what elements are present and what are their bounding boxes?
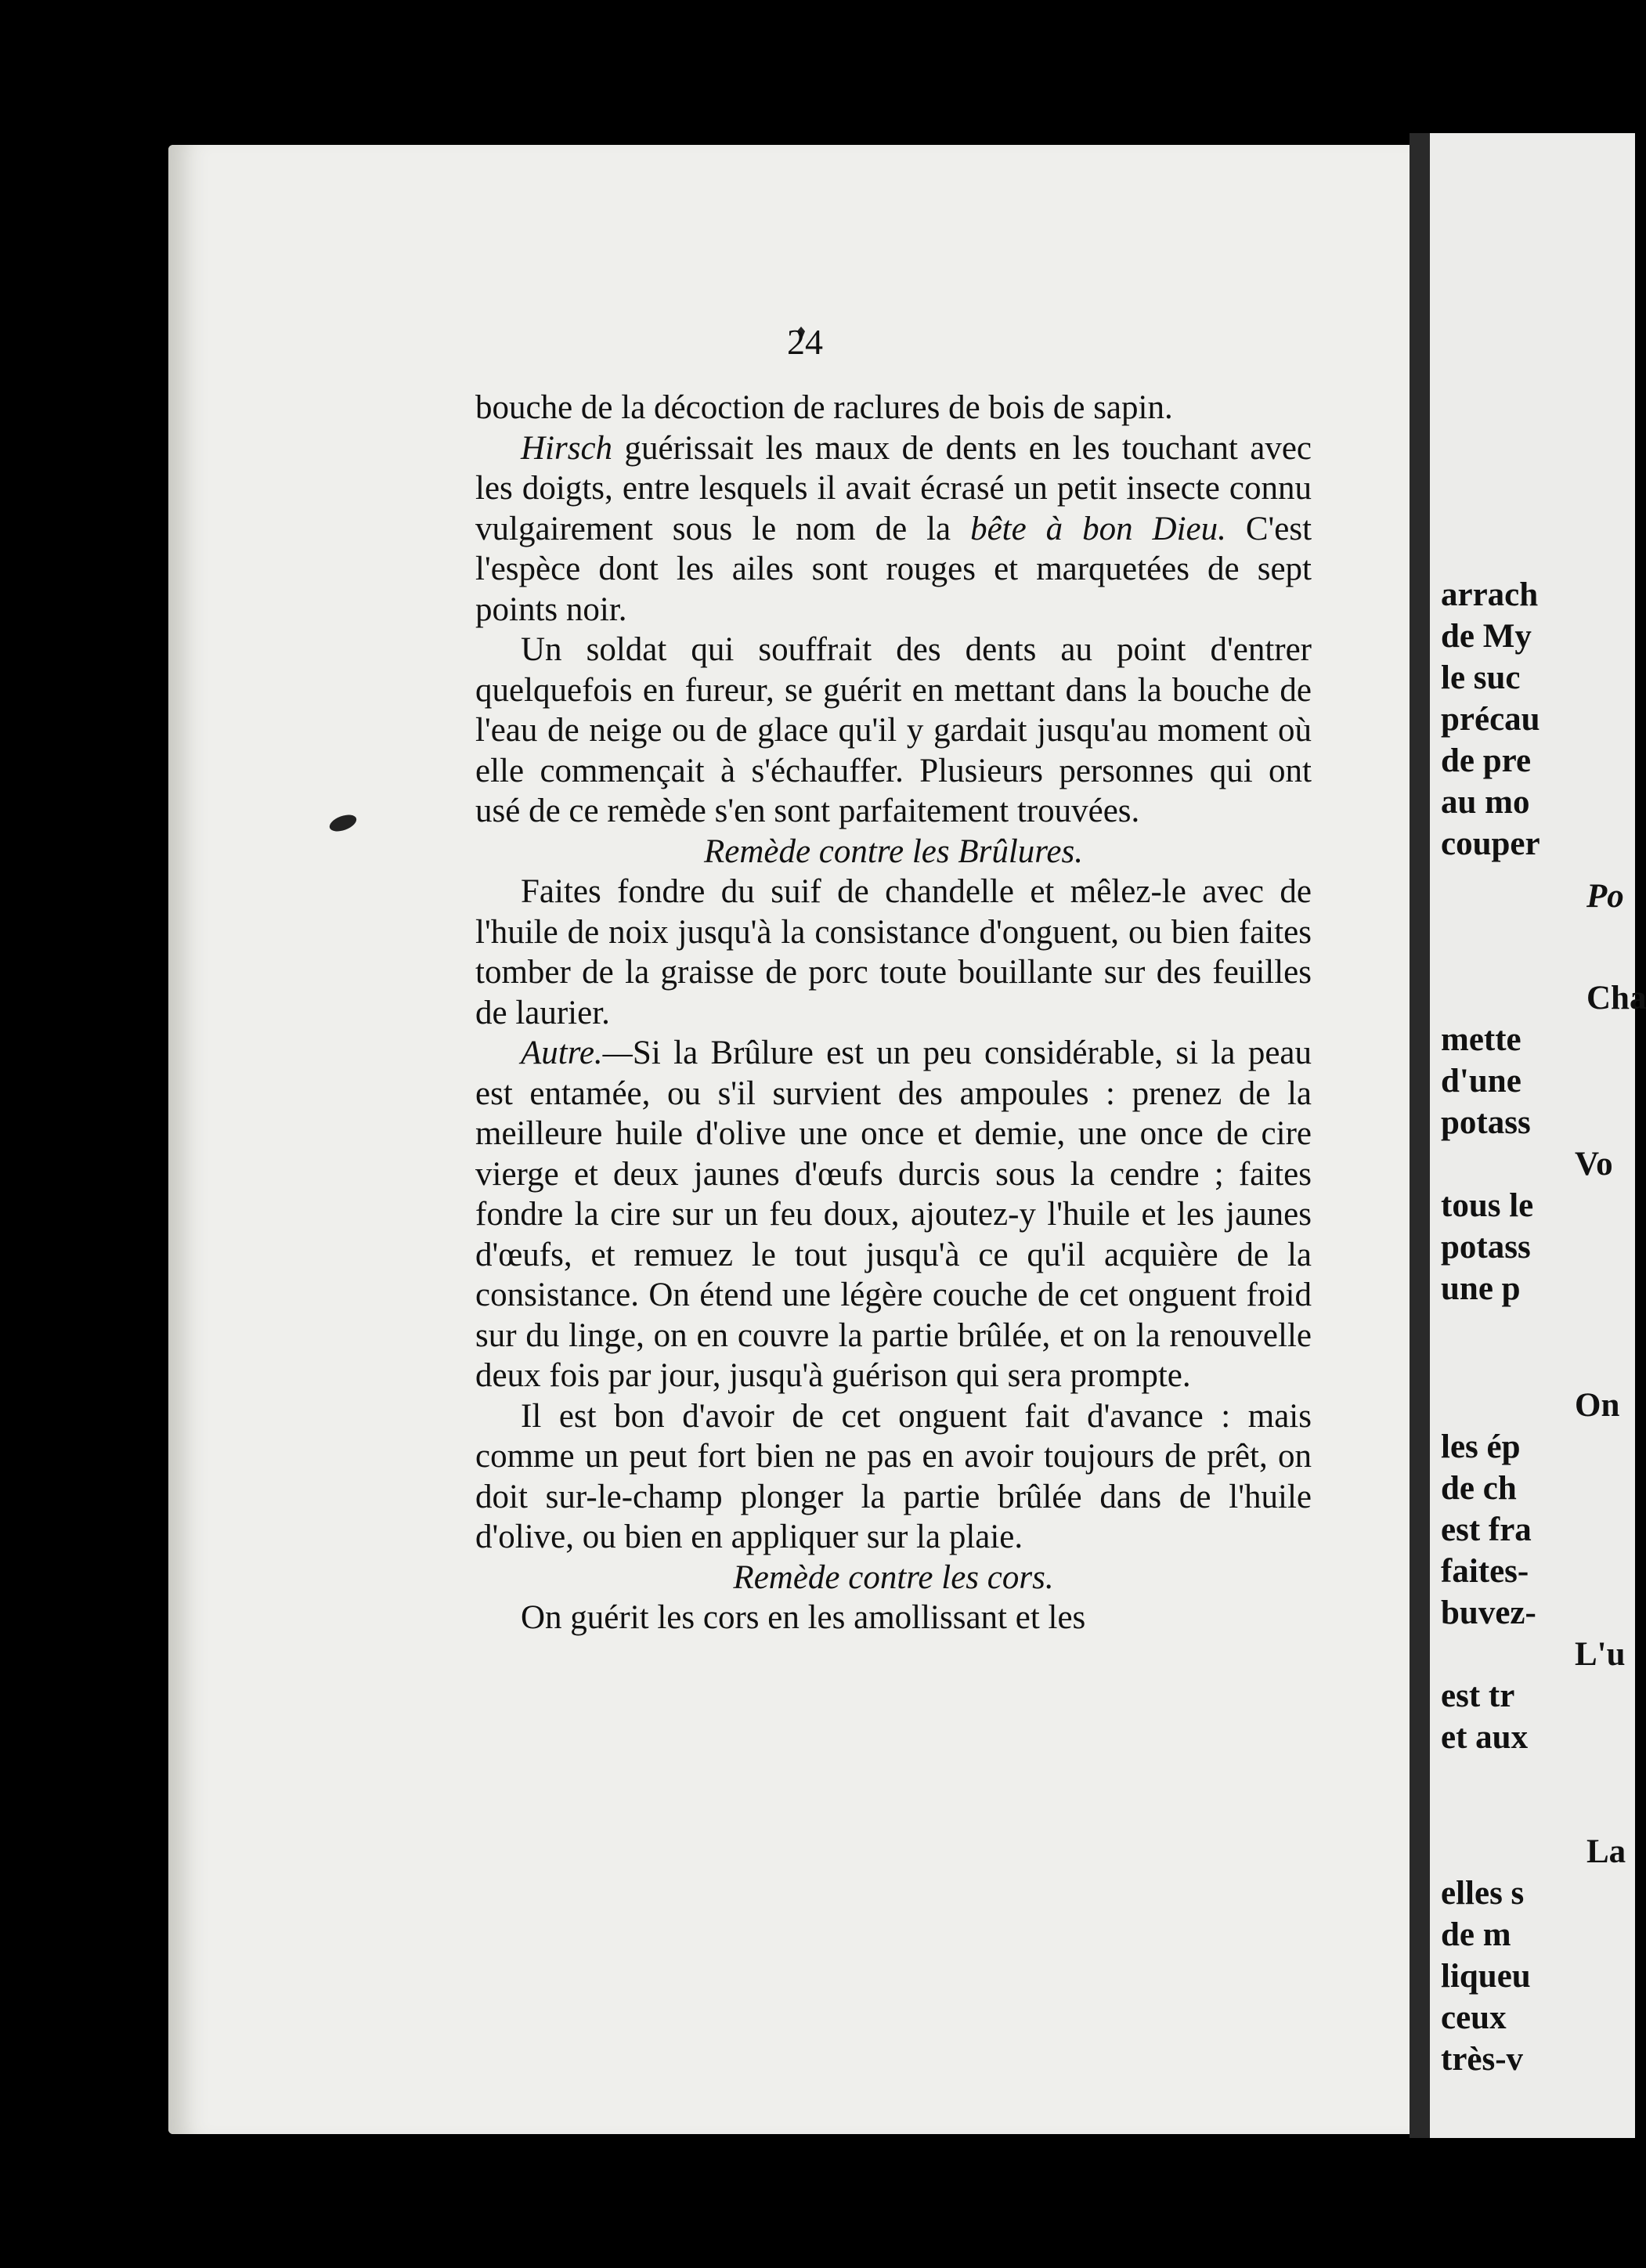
main-text (475, 388, 1312, 1638)
paragraph-2a: guérissait les maux de dents en les touchant avec les doigts, entre lesquels il avait écrasé un petit insecte connu vulgairement sous le nom de la (475, 429, 1312, 547)
right-fragment: d'une (1441, 1063, 1521, 1100)
right-fragment: faites- (1441, 1553, 1529, 1590)
right-fragment: Vo (1575, 1146, 1613, 1183)
right-fragment: au mo (1441, 784, 1530, 821)
right-fragment: liqueu (1441, 1958, 1531, 1995)
paragraph-cors: On guérit les cors en les amollissant et les (521, 1599, 1086, 1636)
italic-hirsch: Hirsch (521, 429, 613, 467)
paragraph-suif: Faites fondre du suif de chandelle et mêlez-le avec de l'huile de noix jusqu'à la consistance d'onguent, ou bien faites tomber de la graisse de porc toute bouillante sur des feuilles de laurier. (475, 873, 1312, 1031)
page-number: 24 (787, 322, 823, 362)
right-fragment: Cha (1586, 980, 1646, 1017)
right-fragment: On (1575, 1387, 1620, 1424)
right-fragment: et aux (1441, 1719, 1529, 1756)
paragraph-onguent: Il est bon d'avoir de cet onguent fait d'avance : mais comme un peut fort bien ne pas en avoir toujours de prêt, on doit sur-le-champ plonger la partie brûlée dans de l'huile d'olive, ou bien en appliquer sur la plaie. (475, 1397, 1312, 1555)
right-fragment: arrach (1441, 576, 1539, 613)
right-page (1430, 133, 1646, 2138)
paragraph-2b: C'est l'espèce dont les ailes sont rouges et marquetées de sept points noir. (475, 510, 1312, 628)
right-fragment: tous le (1441, 1187, 1534, 1224)
right-fragment: de pre (1441, 742, 1532, 779)
right-fragment: ceux (1441, 1999, 1507, 2036)
heading-cors: Remède contre les cors. (733, 1558, 1054, 1596)
right-fragment: est tr (1441, 1678, 1515, 1714)
paragraph-1: bouche de la décoction de raclures de bois de sapin. (475, 389, 1173, 426)
heading-brulures: Remède contre les Brûlures. (703, 832, 1083, 870)
right-fragment: très-v (1441, 2041, 1524, 2078)
italic-bete: bête à bon Dieu. (970, 510, 1226, 547)
right-fragment: de m (1441, 1916, 1511, 1953)
right-fragment: est fra (1441, 1511, 1532, 1548)
right-fragment: précau (1441, 701, 1540, 738)
right-fragment: couper (1441, 825, 1540, 862)
right-fragment: mette (1441, 1021, 1521, 1058)
right-fragment: Po (1586, 878, 1624, 915)
right-fragment: buvez- (1441, 1594, 1536, 1631)
right-fragment: potass (1441, 1229, 1531, 1266)
right-fragment: potass (1441, 1104, 1531, 1141)
paragraph-soldat: Un soldat qui souffrait des dents au point d'entrer quelquefois en fureur, se guérit en mettant dans la bouche de l'eau de neige ou de glace qu'il y gardait jusqu'au moment où elle commençait à s'échauffer. Plusieurs personnes qui ont usé de ce remède s'en sont parfaitement trouvées. (475, 631, 1312, 829)
right-fragment: L'u (1575, 1636, 1626, 1673)
right-fragment: de My (1441, 618, 1532, 655)
paragraph-hirsch (475, 428, 1312, 630)
paragraph-autre (475, 1033, 1312, 1396)
right-fragment: de ch (1441, 1470, 1517, 1507)
right-fragment: La (1586, 1833, 1626, 1870)
italic-autre: Autre.— (521, 1035, 633, 1071)
right-fragment: les ép (1441, 1428, 1521, 1465)
book-gutter (1410, 133, 1430, 2138)
right-fragment: une p (1441, 1270, 1521, 1307)
right-fragment: elles s (1441, 1875, 1525, 1912)
right-fragment: le suc (1441, 659, 1521, 696)
paragraph-autre-text: Si la Brûlure est un peu considérable, si la peau est entamée, ou s'il survient des ampoules : prenez de la meilleure huile d'olive une once et demie, une once de cire vierge et deux jaunes d'œufs durcis sous la cendre ; faites fondre la cire sur un feu doux, ajoutez-y l'huile et les jaunes d'œufs, et remuez le tout jusqu'à ce qu'il acquière de la consistance. On étend une légère couche de cet onguent froid sur du linge, on en couvre la partie brûlée, et on la renouvelle deux fois par jour, jusqu'à guérison qui sera prompte. (475, 1035, 1312, 1394)
